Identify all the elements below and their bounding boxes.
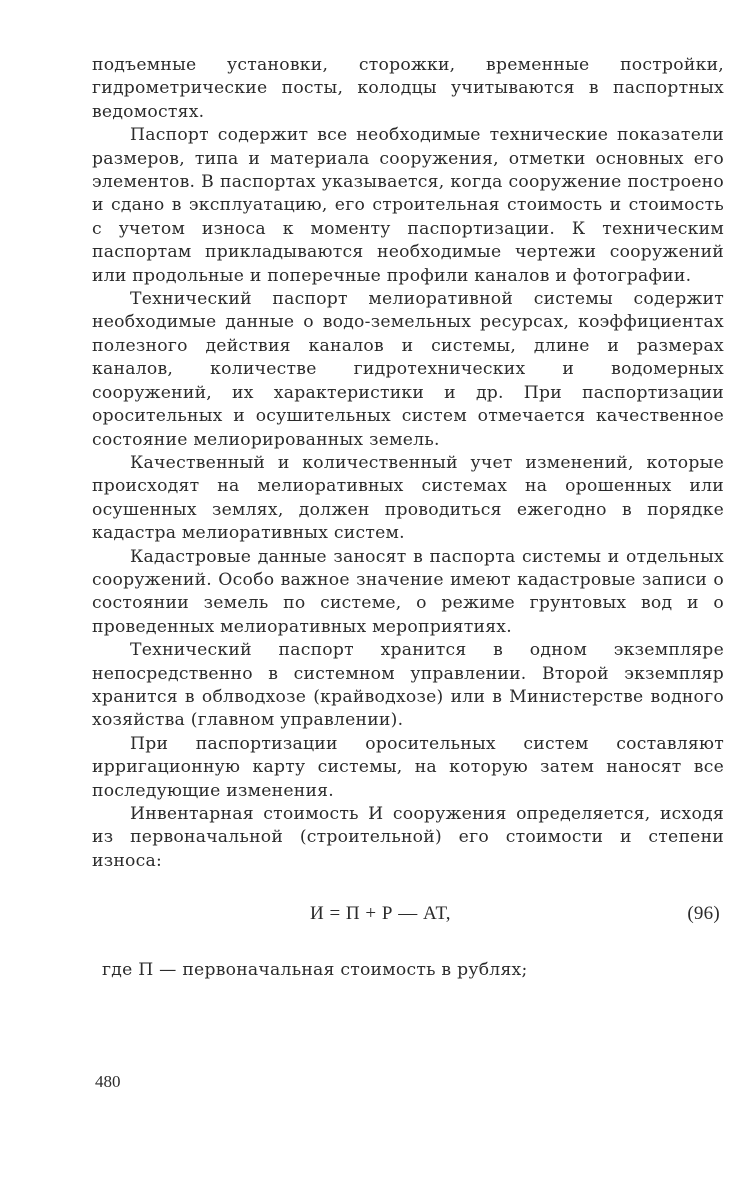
formula-explanation: где П — первоначальная стоимость в рублях; <box>102 960 528 981</box>
paragraph-1: подъемные установки, сторожки, временные постройки, гидрометрические посты, колодцы учитываются в паспортных ведомостях. <box>92 55 724 122</box>
paragraph-8: Инвентарная стоимость И сооружения определяется, исходя из первоначальной (строительной) его стоимости и степени износа: <box>92 804 724 871</box>
paragraph-6: Технический паспорт хранится в одном экземпляре непосредственно в системном управлении. Второй экземпляр хранится в облводхозе (крайводхозе) или в Министерстве водного хозяйства (главном управлении). <box>92 640 724 731</box>
paragraph-4: Качественный и количественный учет изменений, которые происходят на мелиоративных системах на орошенных или осушенных землях, должен проводиться ежегодно в порядке кадастра мелиоративных систем. <box>92 452 724 544</box>
paragraph-2: Паспорт содержит все необходимые технические показатели размеров, типа и материала сооружения, отметки основных его элементов. В паспортах указывается, когда сооружение построено и сдано в эксплуатацию, его строительная стоимость и стоимость с учетом износа к моменту паспортизации. К техническим паспортам прикладываются необходимые чертежи сооружений или продольные и поперечные профили каналов и фотографии. <box>92 125 724 286</box>
formula-block <box>92 899 724 939</box>
formula-expression: И = П + Р — АТ, <box>310 903 451 925</box>
paragraph-3: Технический паспорт мелиоративной системы содержит необходимые данные о водо-земельных ресурсах, коэффициентах полезного действия каналов и системы, длине и размерах каналов, количестве гидротехнических и водомерных сооружений, их характеристики и др. При паспортизации оросительных и осушительных систем отмечается качественное состояние мелиорированных земель. <box>92 289 724 450</box>
page-number: 480 <box>95 1072 121 1091</box>
paragraph-7: При паспортизации оросительных систем составляют ирригационную карту системы, на которую затем наносят все последующие изменения. <box>92 733 724 801</box>
paragraph-5: Кадастровые данные заносят в паспорта системы и отдельных сооружений. Особо важное значение имеют кадастровые записи о состоянии земель по системе, о режиме грунтовых вод и о проведенных мелиоративных мероприятиях. <box>92 546 724 637</box>
formula-number: (96) <box>687 903 720 925</box>
page-body <box>92 54 724 983</box>
